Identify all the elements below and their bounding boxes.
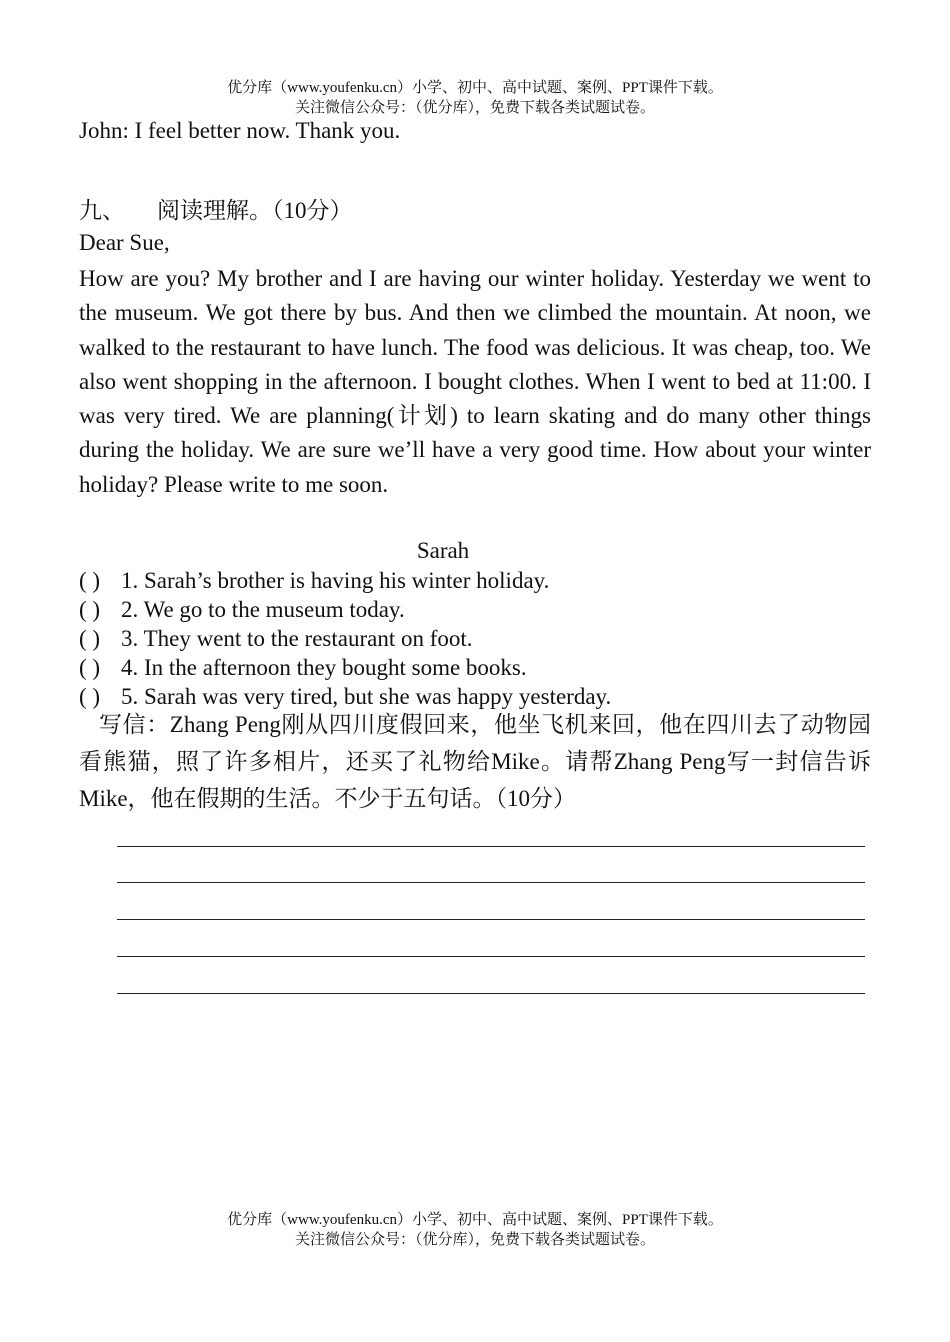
question-4	[79, 654, 527, 682]
question-1	[79, 567, 549, 595]
header-line-2: 关注微信公众号：（优分库），免费下载各类试题试卷。	[294, 100, 655, 116]
header-line-1: 优分库（www.youfenku.cn）小学、初中、高中试题、案例、PPT课件下载。	[227, 80, 723, 96]
question-text: 4. In the afternoon they bought some books.	[121, 655, 527, 680]
question-text: 5. Sarah was very tired, but she was happy yesterday.	[121, 684, 612, 709]
page-header	[0, 78, 950, 118]
question-2	[79, 596, 405, 624]
question-3	[79, 625, 473, 653]
answer-blank[interactable]: ( )	[79, 655, 101, 680]
letter-greeting: Dear Sue,	[79, 230, 170, 255]
writing-line-1[interactable]	[117, 846, 865, 847]
writing-line-5[interactable]	[117, 993, 865, 994]
letter-body: How are you? My brother and I are having our winter holiday. Yesterday we went to the museum. We got there by bus. And then we climbed the mountain. At noon, we walked to the restaurant to have lunch. The food was delicious. It was cheap, too. We also went shopping in the afternoon. I bought clothes. When I went to bed at 11:00. I was very tired. We are planning(计划) to learn skating and do many other things during the holiday. We are sure we’ll have a very good time. How about your winter holiday? Please write to me soon.	[79, 266, 871, 497]
answer-blank[interactable]: ( )	[79, 626, 101, 651]
footer-line-2: 关注微信公众号：（优分库），免费下载各类试题试卷。	[294, 1232, 655, 1248]
section-9-number: 九、	[79, 198, 125, 223]
footer-line-1: 优分库（www.youfenku.cn）小学、初中、高中试题、案例、PPT课件下载。	[227, 1212, 723, 1228]
writing-line-3[interactable]	[117, 919, 865, 920]
page-footer	[0, 1210, 950, 1250]
writing-line-4[interactable]	[117, 956, 865, 957]
section-9-heading	[79, 192, 353, 225]
question-text: 1. Sarah’s brother is having his winter holiday.	[121, 568, 550, 593]
question-text: 2. We go to the museum today.	[121, 597, 405, 622]
answer-blank[interactable]: ( )	[79, 597, 101, 622]
writing-line-2[interactable]	[117, 882, 865, 883]
dialogue-last-line: John: I feel better now. Thank you.	[79, 118, 401, 143]
answer-blank[interactable]: ( )	[79, 568, 101, 593]
letter-signature: Sarah	[416, 538, 470, 563]
question-text: 3. They went to the restaurant on foot.	[121, 626, 473, 651]
section-9-title: 阅读理解。（10分）	[157, 198, 353, 223]
answer-blank[interactable]: ( )	[79, 684, 101, 709]
writing-prompt: 写信：Zhang Peng刚从四川度假回来，他坐飞机来回，他在四川去了动物园看熊猫，照了许多相片，还买了礼物给Mike。请帮Zhang Peng写一封信告诉Mike，他在假期的生活。不少于五句话。（10分）	[79, 712, 871, 811]
